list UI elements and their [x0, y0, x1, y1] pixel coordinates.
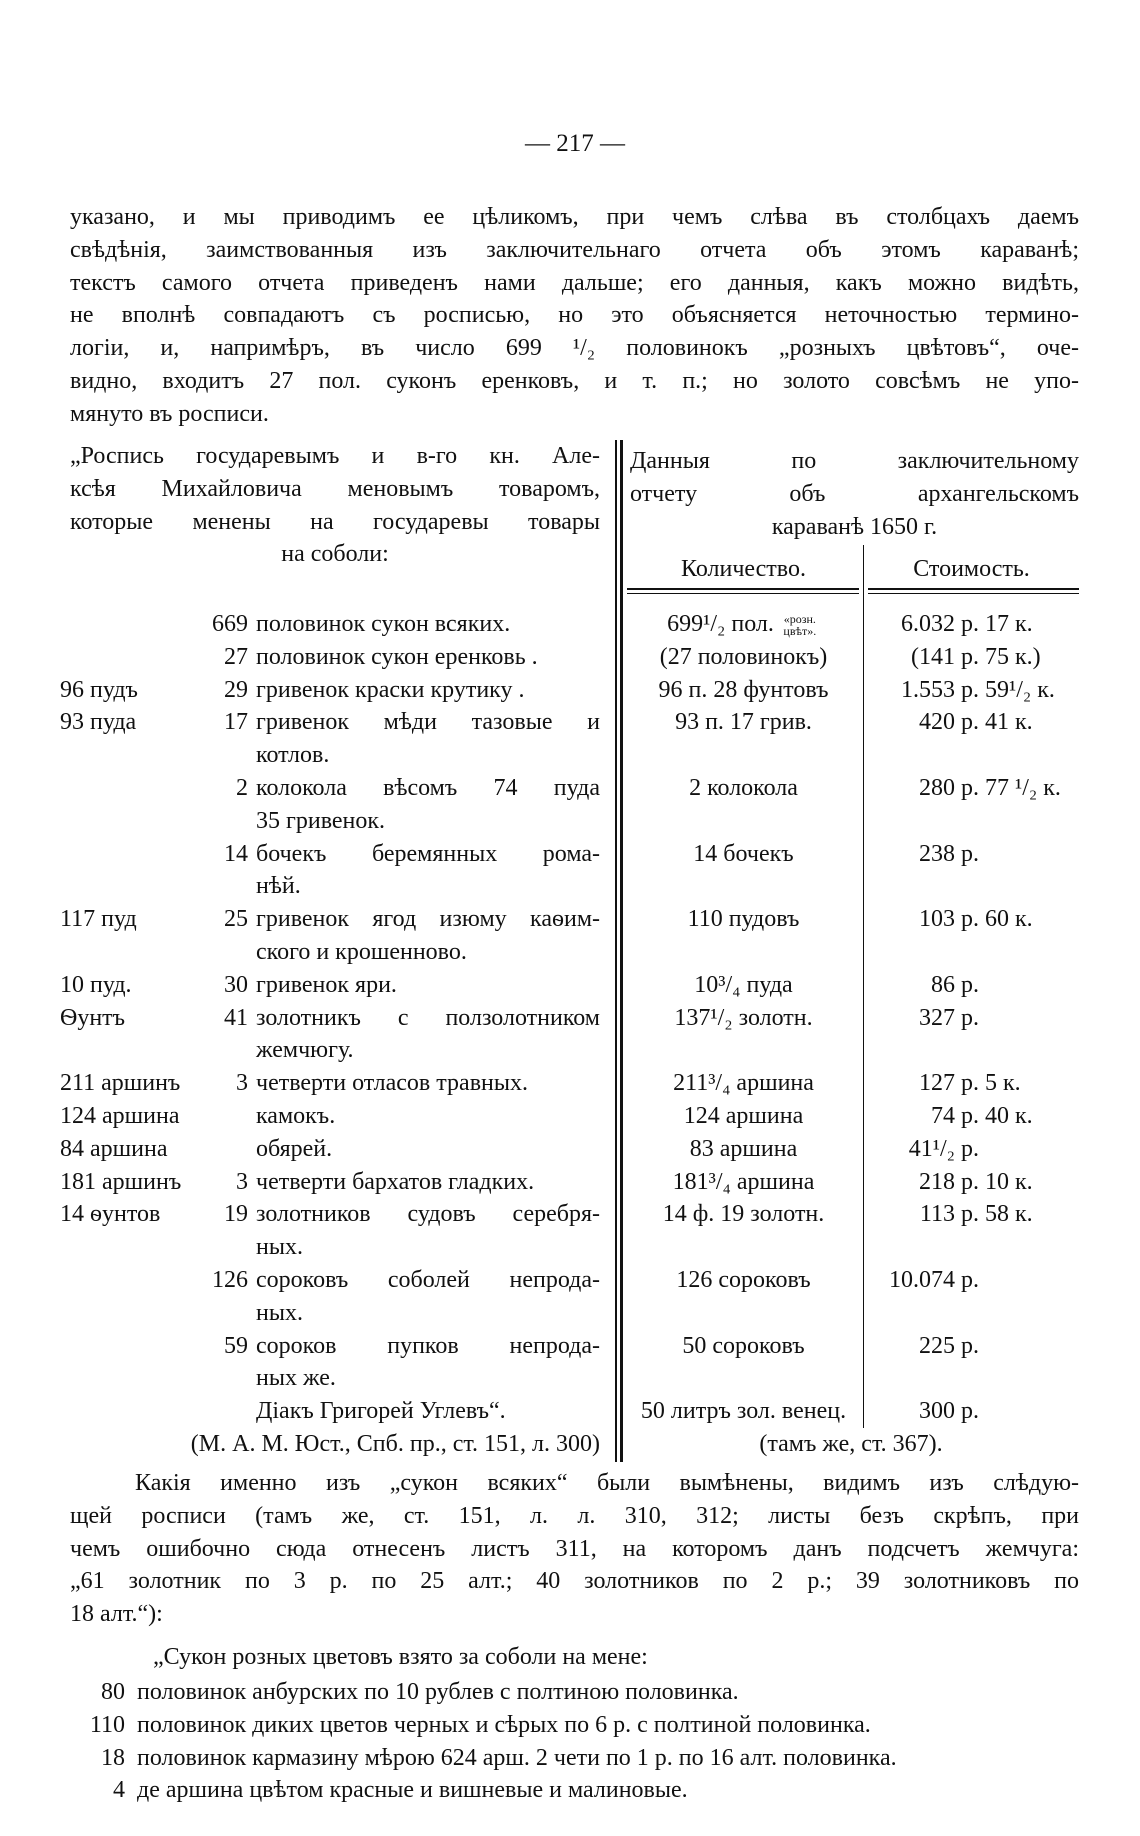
cost-rubles: 103 р.: [919, 906, 979, 933]
table-row: [60, 1067, 1090, 1100]
text-line: щей росписи (тамъ же, ст. 151, л. л. 310, 312; листы безъ скрѣпъ, при: [70, 1502, 1079, 1529]
description-line: обярей.: [256, 1135, 333, 1162]
row-number: 29: [224, 676, 248, 703]
following-paragraph: [70, 1467, 1079, 1631]
row-quantity: [623, 1002, 864, 1035]
row-description: [256, 838, 600, 904]
row-cost: [864, 608, 1079, 641]
table-row: [60, 1133, 1090, 1166]
row-cost: [864, 1067, 1079, 1100]
cost-rubles: 327 р.: [919, 1004, 979, 1031]
description-line: котлов.: [256, 742, 330, 769]
table-row: [60, 1100, 1090, 1133]
text-line: текстъ самого отчета приведенъ нами дальше; его данныя, какъ можно видѣть,: [70, 269, 1079, 296]
cost-kopecks: 77 ¹/₂ к.: [979, 774, 1061, 801]
row-description: [256, 1002, 600, 1068]
description-line: золотников судовъ серебря-: [256, 1201, 600, 1228]
row-description: [256, 969, 600, 1002]
cost-rubles: 86 р.: [931, 971, 979, 998]
row-unit: 14 ѳунтов: [60, 1201, 161, 1228]
list-item: [70, 1742, 1090, 1775]
row-number: 41: [224, 1004, 248, 1031]
header-line: ксѣя Михайловича меновымъ товаромъ,: [70, 475, 600, 502]
row-quantity: [623, 772, 864, 805]
list-item-number: 18: [101, 1744, 125, 1771]
header-rule: [868, 588, 1079, 590]
cost-rubles: 300 р.: [919, 1398, 979, 1425]
list-item-text: половинок кармазину мѣрою 624 арш. 2 чети по 1 р. по 16 алт. половинка.: [137, 1744, 897, 1771]
row-quantity: [623, 674, 864, 707]
list-item-text: де аршина цвѣтом красные и вишневые и малиновые.: [137, 1777, 688, 1804]
text-line: свѣдѣнія, заимствованныя изъ заключительнаго отчета объ этомъ караванѣ;: [70, 236, 1079, 263]
row-description: [256, 641, 600, 674]
description-line: сороков пупков непрода-: [256, 1332, 600, 1359]
text-line: Какія именно изъ „сукон всяких“ были вымѣнены, видимъ изъ слѣдую-: [135, 1470, 1079, 1496]
table-row: [60, 772, 1090, 838]
row-description: [256, 1166, 600, 1199]
cost-rubles: 225 р.: [919, 1332, 979, 1359]
cost-rubles: 41¹/₂ р.: [908, 1135, 979, 1162]
row-quantity: [623, 1166, 864, 1199]
row-number: 14: [224, 840, 248, 867]
row-description: [256, 1100, 600, 1133]
row-unit: 117 пуд: [60, 906, 137, 933]
row-cost: [864, 641, 1079, 674]
table-row: [60, 674, 1090, 707]
text-line: видно, входитъ 27 пол. суконъ еренковъ, и т. п.; но золото совсѣмъ не упо-: [70, 367, 1079, 394]
row-description: [256, 1264, 600, 1330]
list-item-text: половинок анбурских по 10 рублев с полтиною половинка.: [137, 1679, 739, 1705]
description-line: 35 гривенок.: [256, 807, 386, 834]
cost-rubles: 218 р.: [919, 1168, 979, 1195]
intro-paragraph: [70, 201, 1079, 431]
row-unit: Ѳунтъ: [60, 1004, 126, 1031]
quantity-value: 137¹/₂ золотн.: [674, 1004, 813, 1031]
row-cost: [864, 838, 1079, 871]
row-number: [202, 1395, 248, 1428]
description-line: ных же.: [256, 1365, 336, 1392]
quantity-value: 83 аршина: [689, 1135, 798, 1162]
header-line: Данныя по заключительному: [630, 448, 1079, 474]
row-description: [256, 674, 600, 707]
quantity-value: 50 литръ зол. венец.: [640, 1398, 847, 1425]
description-line: золотникъ с ползолотником: [256, 1004, 600, 1031]
row-quantity: [623, 608, 864, 641]
row-number: 3: [236, 1070, 248, 1097]
row-unit: 181 аршинъ: [60, 1168, 182, 1195]
row-quantity: [623, 641, 864, 674]
row-number: 59: [224, 1332, 248, 1359]
row-quantity: [623, 1395, 864, 1428]
row-number: 19: [224, 1201, 248, 1228]
cost-kopecks: 5 к.: [979, 1070, 1021, 1097]
table-row: [60, 838, 1090, 904]
row-cost: [864, 1100, 1079, 1133]
cost-kopecks: 60 к.: [979, 906, 1033, 933]
cloth-list: [70, 1676, 1090, 1807]
quantity-value: 96 п. 28 фунтовъ: [658, 676, 829, 703]
cost-kopecks: 75 к.): [979, 643, 1041, 670]
description-line: ского и крошенново.: [256, 938, 467, 965]
row-cost: [864, 1264, 1079, 1297]
table-row: [60, 1166, 1090, 1199]
row-description: [256, 772, 600, 838]
row-description: [256, 1198, 600, 1264]
row-unit: 124 аршина: [60, 1102, 180, 1129]
row-description: [256, 1330, 600, 1396]
list-item-text: половинок диких цветов черных и сѣрых по 6 р. с полтиной половинка.: [137, 1711, 871, 1738]
row-cost: [864, 772, 1079, 805]
row-number: 27: [224, 643, 248, 670]
header-line: „Роспись государевымъ и в-го кн. Але-: [70, 443, 600, 469]
quantity-value: 124 аршина: [683, 1102, 804, 1129]
description-line: половинок сукон всяких.: [256, 611, 511, 637]
description-line: гривенок ягод изюму каѳим-: [256, 906, 600, 933]
list-item-number: 80: [101, 1679, 125, 1705]
row-number: 126: [212, 1266, 248, 1293]
row-cost: [864, 1002, 1079, 1035]
row-quantity: [623, 969, 864, 1002]
table-row: [60, 706, 1090, 772]
row-cost: [864, 706, 1079, 739]
left-table-header: [70, 440, 600, 571]
table-row: [60, 1395, 1090, 1428]
row-number: [202, 1133, 248, 1166]
list-item-number: 4: [113, 1777, 125, 1804]
cost-kopecks: 59¹/₂ к.: [979, 676, 1055, 703]
list-item: [70, 1774, 1090, 1807]
description-line: сороковъ соболей непрода-: [256, 1266, 600, 1293]
table-row: [60, 641, 1090, 674]
row-number: 669: [212, 611, 248, 637]
quantity-value: 50 сороковъ: [682, 1332, 805, 1359]
row-cost: [864, 1395, 1079, 1428]
table-row: [60, 1198, 1090, 1264]
cost-rubles: 280 р.: [919, 774, 979, 801]
row-number: 2: [236, 774, 248, 801]
row-quantity: [623, 1264, 864, 1297]
description-line: колокола вѣсомъ 74 пуда: [256, 774, 600, 801]
row-quantity: [623, 1198, 864, 1231]
description-line: четверти бархатов гладких.: [256, 1168, 535, 1195]
list-item: [70, 1676, 1090, 1709]
source-citation-left: (М. А. М. Юст., Спб. пр., ст. 151, л. 300): [190, 1431, 600, 1457]
row-quantity: [623, 1330, 864, 1363]
description-line: нѣй.: [256, 873, 301, 900]
cost-kopecks: 10 к.: [979, 1168, 1033, 1195]
column-header-cost: Стоимость.: [913, 556, 1030, 582]
row-unit: 84 аршина: [60, 1135, 168, 1162]
row-cost: [864, 1166, 1079, 1199]
description-line: жемчюгу.: [256, 1037, 354, 1064]
text-line: не вполнѣ совпадаютъ съ росписью, но это объясняется неточностью термино-: [70, 302, 1079, 329]
cost-rubles: 113 р.: [919, 1201, 979, 1228]
description-line: четверти отласов травных.: [256, 1070, 528, 1097]
column-header-quantity: Количество.: [681, 556, 806, 582]
row-unit: 93 пуда: [60, 709, 137, 736]
row-description: [256, 1133, 600, 1166]
cost-rubles: 1.553 р.: [901, 676, 979, 703]
description-line: гривенок краски крутику .: [256, 676, 525, 703]
row-unit: [60, 1330, 196, 1363]
description-line: ных.: [256, 1299, 303, 1326]
header-rule: [627, 588, 859, 590]
row-number: 3: [236, 1168, 248, 1195]
row-unit: 211 аршинъ: [60, 1070, 181, 1097]
row-unit: [60, 608, 196, 641]
quantity-value: 14 бочекъ: [693, 840, 794, 867]
row-description: [256, 903, 600, 969]
row-quantity: [623, 1100, 864, 1133]
right-table-header: [630, 445, 1079, 543]
text-line: указано, и мы приводимъ ее цѣликомъ, при чемъ слѣва въ столбцахъ даемъ: [70, 204, 1079, 230]
text-line: „61 золотник по 3 р. по 25 алт.; 40 золотников по 2 р.; 39 золотниковъ по: [70, 1568, 1079, 1595]
table-row: [60, 1002, 1090, 1068]
list-item: [70, 1709, 1090, 1742]
row-number: 30: [224, 971, 248, 998]
cost-kopecks: 41 к.: [979, 709, 1033, 736]
row-unit: [60, 1264, 196, 1297]
row-quantity: [623, 838, 864, 871]
table-body: [60, 608, 1090, 1428]
cost-rubles: 10.074 р.: [889, 1266, 979, 1293]
table-row: [60, 969, 1090, 1002]
cost-rubles: 74 р.: [931, 1102, 979, 1129]
quote-heading: „Сукон розных цветовъ взято за соболи на мене:: [153, 1644, 648, 1670]
quantity-value: 211³/₄ аршина: [673, 1070, 814, 1097]
cost-kopecks: 17 к.: [979, 611, 1033, 637]
quantity-value: 699¹/₂ пол.: [667, 611, 774, 637]
list-item-number: 110: [89, 1711, 125, 1738]
row-unit: [60, 772, 196, 805]
row-cost: [864, 969, 1079, 1002]
text-line: мянуто въ росписи.: [70, 400, 269, 427]
quantity-note: «розн. цвѣт».: [783, 612, 817, 639]
description-line: камокъ.: [256, 1102, 336, 1129]
header-rule: [868, 593, 1079, 594]
cost-rubles: 420 р.: [919, 709, 979, 736]
description-line: Діакъ Григорей Углевъ“.: [256, 1398, 506, 1425]
row-unit: 96 пудъ: [60, 676, 138, 703]
quantity-value: 10³/₄ пуда: [694, 971, 793, 998]
row-cost: [864, 1330, 1079, 1363]
row-quantity: [623, 903, 864, 936]
source-citation-right: (тамъ же, ст. 367).: [759, 1431, 943, 1457]
description-line: гривенок яри.: [256, 971, 397, 998]
table-row: [60, 1264, 1090, 1330]
header-line: караванѣ 1650 г.: [771, 513, 938, 540]
table-row: [60, 608, 1090, 641]
row-cost: [864, 1198, 1079, 1231]
header-line: отчету объ архангельскомъ: [630, 480, 1079, 507]
row-description: [256, 1067, 600, 1100]
cost-kopecks: 58 к.: [979, 1201, 1033, 1228]
cost-rubles: (141 р.: [911, 643, 979, 670]
text-line: логіи, и, напримѣръ, въ число 699 ¹/₂ половинокъ „розныхъ цвѣтовъ“, оче-: [70, 335, 1079, 362]
table-row: [60, 903, 1090, 969]
row-quantity: [623, 706, 864, 739]
row-unit: 10 пуд.: [60, 971, 132, 998]
description-line: бочекъ беремянных рома-: [256, 840, 600, 867]
row-description: [256, 1395, 600, 1428]
text-line: 18 алт.“):: [70, 1601, 163, 1628]
row-cost: [864, 1133, 1079, 1166]
cost-rubles: 6.032 р.: [901, 611, 979, 637]
description-line: гривенок мѣди тазовые и: [256, 709, 600, 736]
row-number: 17: [224, 709, 248, 736]
row-unit: [60, 641, 196, 674]
quantity-value: 126 сороковъ: [676, 1266, 811, 1293]
cost-kopecks: 40 к.: [979, 1102, 1033, 1129]
row-description: [256, 706, 600, 772]
cost-rubles: 127 р.: [919, 1070, 979, 1097]
quantity-value: (27 половинокъ): [659, 643, 828, 670]
quantity-value: 93 п. 17 грив.: [675, 709, 812, 736]
row-cost: [864, 674, 1079, 707]
quantity-value: 14 ф. 19 золотн.: [662, 1201, 825, 1228]
row-description: [256, 608, 600, 641]
quantity-value: 181³/₄ аршина: [672, 1168, 815, 1195]
header-line: которые менены на государевы товары: [70, 508, 600, 535]
row-quantity: [623, 1067, 864, 1100]
row-unit: [60, 1395, 196, 1428]
row-number: [202, 1100, 248, 1133]
header-line: на соболи:: [281, 541, 389, 568]
row-quantity: [623, 1133, 864, 1166]
row-number: 25: [224, 906, 248, 933]
table-row: [60, 1330, 1090, 1396]
header-rule: [627, 593, 859, 594]
row-unit: [60, 838, 196, 871]
quantity-value: 110 пудовъ: [687, 906, 800, 933]
description-line: половинок сукон еренковь .: [256, 643, 538, 670]
description-line: ных.: [256, 1234, 303, 1261]
page-number: — 217 —: [525, 130, 625, 157]
cost-rubles: 238 р.: [919, 840, 979, 867]
text-line: чемъ ошибочно сюда отнесенъ листъ 311, на которомъ данъ подсчетъ жемчуга:: [70, 1535, 1079, 1562]
row-cost: [864, 903, 1079, 936]
quantity-value: 2 колокола: [689, 774, 798, 801]
